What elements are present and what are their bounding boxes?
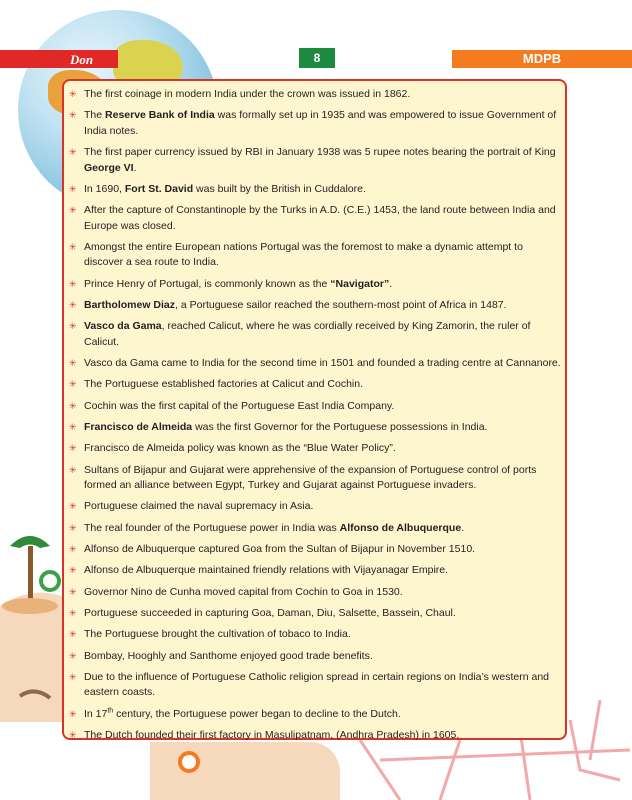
text-segment: Alfonso de Albuquerque captured Goa from the Sultan of Bijapur in November 1510.: [84, 543, 476, 556]
palm-island-illustration: [0, 486, 62, 722]
bold-term: “Navigator”: [330, 277, 390, 290]
list-item: [64, 240, 565, 271]
content-panel: [62, 79, 567, 740]
text-segment: , reached Calicut, where he was cordially received by King Zamorin, the ruler of Calicut.: [84, 320, 531, 348]
list-item: [64, 670, 565, 701]
text-segment: Vasco da Gama came to India for the second time in 1501 and founded a trading centre at Cannanore.: [84, 357, 561, 370]
text-segment: Cochin was the first capital of the Portuguese East India Company.: [84, 399, 395, 412]
text-segment: The first paper currency issued by RBI in January 1938 was 5 rupee notes bearing the portrait of King: [84, 146, 556, 159]
list-item: [64, 521, 565, 537]
list-item: [64, 441, 565, 457]
list-item: [64, 298, 565, 314]
text-segment: The real founder of the Portuguese power in India was: [84, 521, 340, 534]
list-item: [64, 182, 565, 198]
bold-term: Bartholomew Diaz: [84, 299, 176, 312]
text-segment: th: [107, 707, 114, 715]
list-item: [64, 319, 565, 350]
text-segment: Bombay, Hooghly and Santhome enjoyed good trade benefits.: [84, 649, 373, 662]
list-item: [64, 563, 565, 579]
page-number: 8: [299, 48, 335, 68]
text-segment: was built by the British in Cuddalore.: [193, 182, 366, 195]
text-segment: Portuguese claimed the naval supremacy in Asia.: [84, 500, 314, 513]
header-left-label: Don: [70, 52, 94, 67]
list-item: [64, 463, 565, 494]
bold-term: Alfonso de Albuquerque: [339, 521, 462, 534]
bold-term: George VI: [84, 161, 134, 174]
fact-list: [64, 87, 565, 743]
list-item: [64, 728, 565, 744]
list-item: [64, 145, 565, 176]
header-left-tab: [0, 50, 118, 68]
list-item: [64, 377, 565, 393]
text-segment: Sultans of Bijapur and Gujarat were apprehensive of the expansion of Portuguese control of ports formed an alliance between Egypt, Turkey and Gujarat against Portuguese invaders.: [84, 463, 537, 492]
list-item: [64, 627, 565, 643]
text-segment: After the capture of Constantinople by the Turks in A.D. (C.E.) 1453, the land route between India and Europe was closed.: [84, 204, 556, 232]
bold-term: Reserve Bank of India: [105, 109, 215, 122]
header-right-label: MDPB: [452, 50, 632, 68]
list-item: [64, 707, 565, 723]
text-segment: Governor Nino de Cunha moved capital from Cochin to Goa in 1530.: [84, 585, 403, 598]
text-segment: The: [84, 109, 106, 122]
list-item: [64, 649, 565, 665]
road-illustration: [150, 742, 340, 800]
list-item: [64, 356, 565, 372]
text-segment: Prince Henry of Portugal, is commonly known as the: [84, 277, 331, 290]
text-segment: .: [461, 521, 465, 534]
text-segment: In 17: [84, 707, 108, 720]
text-segment: Portuguese succeeded in capturing Goa, Daman, Diu, Salsette, Bassein, Chaul.: [84, 606, 456, 619]
list-item: [64, 399, 565, 415]
text-segment: century, the Portuguese power began to decline to the Dutch.: [113, 707, 401, 720]
list-item: [64, 542, 565, 558]
bold-term: Francisco de Almeida: [84, 421, 193, 434]
text-segment: .: [389, 277, 393, 290]
text-segment: Due to the influence of Portuguese Catholic religion spread in certain regions on India’s western and eastern coasts.: [84, 670, 550, 699]
bold-term: Vasco da Gama: [84, 320, 162, 333]
text-segment: Alfonso de Albuquerque maintained friendly relations with Vijayanagar Empire.: [84, 564, 449, 577]
list-item: [64, 108, 565, 139]
text-segment: was the first Governor for the Portuguese possessions in India.: [192, 421, 488, 434]
text-segment: Francisco de Almeida policy was known as the “Blue Water Policy”.: [84, 442, 396, 455]
text-segment: The Dutch founded their first factory in Masulipatnam, (Andhra Pradesh) in 1605.: [84, 728, 460, 741]
text-segment: The first coinage in modern India under the crown was issued in 1862.: [84, 88, 411, 100]
list-item: [64, 277, 565, 293]
list-item: [64, 585, 565, 601]
text-segment: was formally set up in 1935 and was empowered to issue Government of India notes.: [84, 109, 557, 137]
text-segment: Amongst the entire European nations Portugal was the foremost to make a dynamic attempt to discover a sea route to India.: [84, 240, 523, 269]
list-item: [64, 203, 565, 234]
list-item: [64, 606, 565, 622]
text-segment: .: [133, 161, 137, 174]
bold-term: Fort St. David: [124, 182, 194, 195]
road-marker-icon: [178, 751, 200, 773]
text-segment: The Portuguese established factories at Calicut and Cochin.: [84, 378, 363, 391]
list-item: [64, 420, 565, 436]
list-item: [64, 87, 565, 103]
list-item: [64, 499, 565, 515]
text-segment: In 1690,: [84, 182, 125, 195]
text-segment: The Portuguese brought the cultivation of tobaco to India.: [84, 628, 351, 641]
text-segment: , a Portuguese sailor reached the southern-most point of Africa in 1487.: [175, 299, 507, 312]
